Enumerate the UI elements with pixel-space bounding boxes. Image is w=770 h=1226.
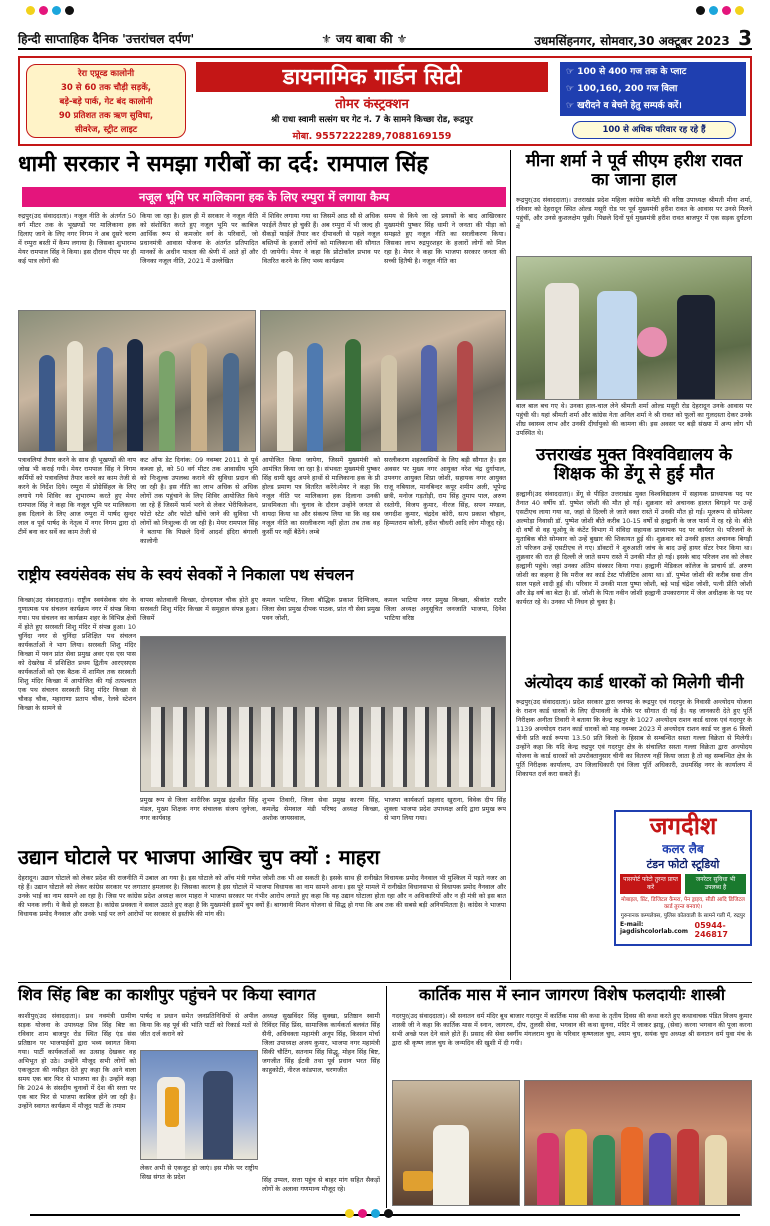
story7-col1: काशीपुर(उद संवाददाता)। प्रथ नवमंत्री ग्रामीण सड़क योजना के उपाध्यक्ष शिव सिंह बिष्ट का रविवार शाम बाजपुर रोड स्थित सिंह एंड संस प्रतिष्ठान पर भाजपाईयों द्वारा भव्य स्वागत किया गया। पार्टी कार्यकर्ताओं का उत्साह देखकर वह अभिभूत हो उठे। उन्होंने मौजूद सभी लोगों को एकजुटता की नसीहत देते हुए कहा कि आने वाला समय एक बार फिर से भाजपा का है। उन्होंने कहा कि 2024 के संसदीय चुनावों में देश की सत्ता पर एक बार फिर से भाजपा काबिज होने जा रही है। उन्होंने स्वागत कार्यक्रम में मौजूद पार्टी के तमाम bbox=[18, 1012, 136, 1110]
ad-jagdish-line1: कलर लैब bbox=[662, 842, 704, 856]
ad-address: श्री राधा स्वामी सत्संग घर गेट नं. 7 के सामने किच्छा रोड, रूद्रपुर bbox=[271, 115, 473, 125]
story4-col3: कमल भाटिया, जिला बौद्धिक प्रकाश दिग्विजय, जिला सेवा प्रमुख दीपक पाठक, प्रांत गौ सेवा प्रमुख पवन जोशी, bbox=[262, 596, 380, 622]
ad-right-line: ☞ 100 से 400 गज तक के प्लाट bbox=[566, 67, 687, 77]
masthead bbox=[18, 28, 752, 50]
ad-right-line: ☞ खरीदने व बेचने हेतु सम्पर्क करें। bbox=[566, 101, 682, 111]
ad-jagdish-box-left: पासपोर्ट फोटो तुरन्त प्राप्त करें bbox=[620, 874, 681, 894]
masthead-right bbox=[534, 26, 752, 50]
ad-jagdish-box-right: जनरेटर सुविधा भी उपलब्ध है bbox=[685, 874, 746, 894]
dot bbox=[39, 6, 48, 15]
story4-col1: किच्छा(उद संवाददाता)। राष्ट्रीय स्वयंसेवक संघ के गुणात्मक पथ संचलन कार्यक्रम नगर में संपन्न किया गया। पथ संचलन का कार्यक्रम शहर के विभिन्न क्षेत्रों में होते हुए सरस्वती शिशु मंदिर में संपन्न हुआ। 10 चुनिंदा नगर से चुनिंदा प्रशिक्षित पथ संचलन कार्यकर्ताओं ने भाग लिया। सरस्वती शिशु मंदिर किच्छा में पवन प्रांत सेवा प्रमुख अवर एस एस पास को देखरेख में प्रशिक्षित प्रथम द्वितीय आरएसएस कार्यकर्ताओं को एक बैठक में शामिल तक सरस्वती शिशु मंदिर किच्छा में आयोजित की गई तत्पश्चात एक पथ संचलन सरस्वती शिशु मंदिर किच्छा से चौकड़ चौक, महाराणा प्रताप चौक, रेलवे स्टेशन किच्छा के सामने से bbox=[18, 596, 136, 712]
color-dots-left bbox=[26, 6, 74, 15]
story4-headline: राष्ट्रीय स्वयंसेवक संघ के स्वयं सेवकों ने निकाला पथ संचलन bbox=[18, 565, 354, 584]
story7-lower3: सिंह उप्पल, सत्ता पहुंच से बाहर मांग सहित सैकड़ों लोगों के अलावा गणमान्य मौजूद रहे। bbox=[262, 1176, 380, 1193]
story4-col4: कमल भाटिया नगर प्रमुख किच्छा, श्रीकांत राठौर जिला अध्यक्ष अनुसूचित जनजाति भाजपा, दिनेश भाटिया वरिष्ठ bbox=[384, 596, 506, 622]
story4-photo bbox=[140, 636, 506, 792]
story6-headline: उद्यान घोटाले पर भाजपा आखिर चुप क्यों : माहरा bbox=[18, 845, 380, 869]
dot bbox=[358, 1209, 367, 1218]
story8-headline: कार्तिक मास में स्नान जागरण विशेष फलदायीः शास्त्री bbox=[418, 985, 726, 1004]
story4-lower1: प्रमुख रूप से जिला शारीरिक प्रमुख इंद्रजीत सिंह मंडल, मुख्य शिक्षक नगर संचालक संजय जुनेजा, नगर कार्यवाह bbox=[140, 796, 258, 822]
ad-right-offers bbox=[560, 62, 746, 116]
story8-photo-left bbox=[392, 1080, 520, 1206]
ad-phone: मोबा. 9557222289,7088169159 bbox=[292, 131, 452, 142]
dot bbox=[26, 6, 35, 15]
story1-lower3: आयोजित किया जायेगा, जिसमें मुख्यमंत्री को आमंत्रित किया जा रहा है। संभवतः मुख्यमंत्री पुष्कर सिंह धामी खुद अपने हाथों से मालिकाना हक के प्री होल्ड प्रमाण पत्र वितरित करेंगे।मेयर ने कहा कि नजूल नीति पर मालिकाना हक दिलाना उनकी प्राथमिकता थी। चुनाव के दौरान उन्होंने जनता से वायदा किया था और संकल्प लिया था कि वह सब नजूल नीति का सरलीकरण नहीं होता तब तक वह कुर्सी पर नहीं बैठेंगे। लम्बे bbox=[262, 456, 380, 536]
masthead-left: हिन्दी साप्ताहिक दैनिक 'उत्तरांचल दर्पण' bbox=[18, 31, 195, 46]
masthead-date: उधमसिंहनगर, सोमवार,30 अक्टूबर 2023 bbox=[534, 34, 730, 48]
ad-jagdish-title: जगदीश bbox=[649, 811, 717, 840]
story1-lower1: पत्रावलियां तैयार करने के साथ ही भूखण्डों की नाप जोख भी कराई गयी। मेयर रामपाल सिंह ने निगम कर्मियों को पत्रावलियां तैयार करने का काम तेजी से करने के निर्देश दिये। रम्पुरा में प्रोग्रेसिंहल के लिए लगाये गये शिविर का शुभारम्भ करते हुए मेयर रामपाल सिंह ने कहा कि नजूल भूमि पर मालिकाना हक दिलाने के लिए आज रम्पुरा में पार्षद सुन्दर लाल व पूर्व पार्षद के नेतृत्व में नगर निगम द्वारा दो टीमें बना कर सर्वे का काम तेजी से bbox=[18, 456, 136, 536]
ad-dynamic-garden-city bbox=[18, 56, 752, 146]
story1-col4: समय से किये जा रहे प्रयासों के बाद आखिरकार मुख्यमंत्री पुष्कर सिंह धामी ने जनता की पीड़ा को समझते हुए नजूल नीति का सरलीकरण किया। जिसका लाभ रुद्रपुरशहर के हजारों लोगों को मिल रहा है। मेयर ने कहा कि भाजपा सरकार जनता की सच्ची हितैषी है। नजूल नीति का bbox=[384, 212, 506, 265]
column-rule bbox=[386, 986, 387, 1208]
story2-body2: बाल बाल बच गए थे। उनका हाल-चाल लेने श्रीमती शर्मा ओल्ड मसूरी रोड देहरादून उनके आवास पर पहुंची थी। यहां श्रीमती शर्मा और कांग्रेस नेता अनिल शर्मा ने श्री रावत को फूलों का गुलदस्ता देकर उनके शीघ्र स्वास्थ्य लाभ और उनकी दीर्घायुको की कामना की। इस अवसर पर बड़ी संख्या में अन्य लोग भी उपस्थित थे। bbox=[516, 402, 752, 437]
ad-left-line: 30 से 60 तक चौड़ी सड़कें, bbox=[61, 83, 151, 93]
story5-body-top: रूद्रपुर(उद संवाददाता)। प्रदेश सरकार द्वारा जनपद के रूद्रपुर एवं गदरपुर के निवासी अन्त्योदय योजना के राशन कार्ड धारकों के लिए दीपावली के मौके पर सौगात दी गई है। यह जानकारी देते हुए पूर्ति निरीक्षक अनीता तिवारी ने बताया कि केन्द्र रुद्रपुर के 1027 अन्त्योदय राशन कार्ड धारक एवं गदरपुर के 1139 अन्त्योदय राशन कार्ड धारकों को माह नवम्बर 2023 में अन्त्योदय राशन कार्ड पर कुल 6 किलो चीनी प्रति कार्ड रूपया 13.50 प्रति किलो के हिसाब से सम्बन्धित सस्ता गल्ला विक्रेता से मिलेगी। उन्होंने कहा कि यदि केन्द्र रुद्रपुर एवं गदरपुर क्षेत्र के संचालित सस्ता गल्ला विक्रेता द्वारा अन्त्योदय योजना के कार्ड धारकों को उपरोक्तानुसार चीनी का वितरण नहीं किया जाता है तो वह सम्बन्धित क्षेत्र के पूर्ति निरीक्षक कार्यालय, उप जिलाधिकारी एवं जिला पूर्ति अधिकारी, उधमसिंह नगर के कार्यालय में शिकायत दर्ज करा सकते हैं। bbox=[516, 698, 752, 778]
dot bbox=[384, 1209, 393, 1218]
story7-photo-left bbox=[140, 1050, 258, 1160]
color-dots-right bbox=[696, 6, 744, 15]
story3-body: हल्द्वानी(उद संवाददाता)। डेंगू से पीड़ित उत्तराखंड मुक्त विश्वविद्यालय में सहायक प्राध्यापक पद पर तैनात 40 वर्षीय डॉ. पुष्पेश जोशी की मौत हो गई। शुक्रवार को अचानक हालत बिगड़ने पर उन्हें एसटीएच लाया गया था, जहां से दिल्ली ले जाते वक्त रास्ते में उनकी मौत हो गई। मूलरूप से सोमेश्वर अल्मोड़ा निवासी डॉ. पुष्पेश जोशी बीते करीब 10-15 वर्षों से हल्द्वानी के जज फार्म में रह रहे थे। बीते दो वर्षों से वह यूओयू के कंटेंट विभाग में संविदा सहायक प्राध्यापक पद पर कार्यरत थे। परिजनों के मुताबिक बीते सोमवार को उन्हें बुखार की शिकायत हुई थी। शुक्रवार को उनकी हालत अचानक बिगड़ी तो परिजन उन्हें एसटीएच ले गए। डॉक्टरों ने शुरुआती जांच के बाद उन्हें हायर सेंटर रेफर किया था। शुक्रवार की रात ही दिल्ली ले जाते समय रास्ते में उनकी मौत हो गई। इसके बाद परिजन शव को लेकर हल्द्वानी पहुंचे। जहां उनका अंतिम संस्कार किया गया। हल्द्वानी मेडिकल कॉलेज के प्राचार्य डॉ. अरुण जोशी का कहना है कि मरीज का कार्ड टेस्ट पॉजीटिव आया था। डॉ. पुष्पेश जोशी की करीब सवा तीन साल पहले शादी हुई थी। परिवार में उनकी माता पुष्पा जोशी, बड़े भाई चंद्रेश जोशी, पत्नी प्रीति जोशी और डेढ़ वर्ष का बेटा है। डॉ. जोशी के पिता नवीन जोशी हल्द्वानी उपकारागार में जेल अधीक्षक के पद पर कार्यरत रहे थे। उनका भी निधन हो चुका है। bbox=[516, 490, 752, 606]
story4-lower2: शुभम तिवारी, जिला सेवा प्रमुख कारण सिंह, कमलेंद्र सेमवाल मंडी परिषद अध्यक्ष किच्छा, अशोक जायसवाल, bbox=[262, 796, 380, 822]
story2-photo bbox=[516, 256, 752, 400]
ad-right-text: खरीदने व बेचने हेतु सम्पर्क करें। bbox=[577, 101, 682, 111]
page-number: 3 bbox=[738, 26, 752, 50]
story8-photo-right bbox=[524, 1080, 752, 1206]
story1-col2: किया जा रहा है। हाल ही में सरकार ने नजूल नीति को संशोधित करते हुए नजूल भूमि पर काबिज आर्थिक रूप से कमजोर वर्ग के परिवारों, जो प्रधानमंत्री आवास योजना के अंतर्गत प्रतिपादित मानकों के अधीन पात्रता की श्रेणी में आते हों और जिनका नजूल नीति, 2021 में उल्लेखित bbox=[140, 212, 258, 265]
story1-col3: में शिविर लगाया गया था जिसमें आठ सौ से अधिक फाईलें तैयार हो चुकी हैं। अब रम्पुरा में भी जल्द ही सैकड़ों फाईलें तैयार कर दीपावली से पहले नजूल बस्तियों के हजारों लोगों को मालिकाना की सौगात दी जायेगी। मेयर ने कहा कि प्रोटोकॉल प्रभाव पर वितरित करने के लिए भव्य कार्यक्रम bbox=[262, 212, 380, 265]
dot bbox=[65, 6, 74, 15]
story5-headline: अंत्योदय कार्ड धारकों को मिलेगी चीनी bbox=[524, 673, 744, 692]
ad-jagdish-services: मोबाइल, प्रिंट, डिजिटल कैमरा, पेन ड्राइव, सीडी आदि डिजिटल कार्ड तुरन्त बनवाएं। bbox=[621, 897, 745, 910]
ad-left-line: 90 प्रतिशत तक ऋण सुविधा, bbox=[58, 111, 154, 121]
ad-jagdish-line2: टंडन फोटो स्टूडियो bbox=[646, 858, 720, 871]
ad-left-line: सीवरेज, स्ट्रीट लाइट bbox=[74, 125, 138, 135]
ad-right-text: 100 से 400 गज तक के प्लाट bbox=[577, 67, 687, 77]
story8-body: गदरपुर(उद संवाददाता)। श्री सनातन धर्म मंदिर बूथ बाजार गदरपुर में कार्तिक मास की कथा के तृतीय दिवस की कथा करते हुए कथावाचक पंडित विजय कुमार शास्त्री जी ने कहा कि कार्तिक मास में स्नान, जागरण, दीप, तुलसी सेवा, भगवान की कथा सुनना, मंदिर में जाकर झाडू, (सेवा) करना भगवान की पूजा करना सभी अच्छे फल देने वाले होते हैं। प्रसाद की सेवा स्वर्गीय मंगलराम चुघ के परिवार कृष्णलाल चुघ, श्याम चुघ, सयंक चुघ अध्यक्ष श्री सनातन धर्म युवा मंच के द्वारा श्री कृष्ण लाल चुघ के जन्मदिन की खुशी में दी गयी। bbox=[392, 1012, 752, 1047]
dot bbox=[709, 6, 718, 15]
story7-lower2: लेकर अभी से एकजुट हो जाएं। इस मौके पर राष्ट्रीय सिख संगत के प्रदेश bbox=[140, 1164, 258, 1181]
ad-right-badge: 100 से अधिक परिवार रह रहे हैं bbox=[572, 121, 736, 139]
dot bbox=[735, 6, 744, 15]
ad-left-line: बड़े-बड़े पार्क, गेट बंद कालोनी bbox=[59, 97, 153, 107]
ad-jagdish-studio bbox=[614, 810, 752, 946]
ad-title: डायनामिक गार्डन सिटी bbox=[196, 62, 548, 92]
story1-photo-right bbox=[260, 310, 506, 452]
story2-headline: मीना शर्मा ने पूर्व सीएम हरीश रावत का जाना हाल bbox=[525, 151, 743, 190]
section-rule bbox=[18, 982, 752, 983]
ad-jagdish-email: E-mail: jagdishcolorlab.com bbox=[620, 921, 689, 935]
story1-lower2: कट ऑफ डेट दिनांक: 09 नवम्बर 2011 से पूर्व कब्जा हो, को 50 वर्ग मीटर तक आवासीय भूमि को निःशुल्क उपलब्ध कराने की सुविधा प्रदान की जा रही है। इस नीति का लाभ अधिक से अधिक लोगों तक पहुंचाने के लिए शिविर आयोजित किये जा रहे हैं जिसमें फार्म भरने से लेकर भेरीफिकेशन, फोटो स्टेट और फोटो खींचे जाने की सुविधा भी लोगों को निःशुल्क दी जा रही है। मेयर रामपाल सिंह ने बताया कि पिछले दिनों आदर्श इंदिरा बंगाली कालोनी bbox=[140, 456, 258, 545]
story1-headline: धामी सरकार ने समझा गरीबों का दर्द: रामपाल सिंह bbox=[18, 151, 429, 177]
dot bbox=[345, 1209, 354, 1218]
story4-col2: वापस कोतवाली किच्छा, दोनदयाल चौक होते हुए सरस्वती शिशु मंदिर किच्छा में समूहाल संपन्न हुआ। जिसमें bbox=[140, 596, 258, 622]
story1-lower4: सरलीकरण शहरवासियों के लिए बड़ी सौगात है। इस अवसर पर मुख्य नगर आयुक्त नरेश चंद्र दुर्गापाल, उपनगर आयुक्त शिप्रा जोशी, सहायक नगर आयुक्त राजू नबियाल, मानबिन्दर कपूर शमीम अली, भूपेन्द्र छत्री, मनोज गड़तोड़ी, राम सिंह तुमाप पाल, अरुण रस्तोगी, विजय कुमार, नीरज सिंह, सपन मण्डल, जगदीश कुमार, चंद्रदेव कोरी, सत्य प्रकाश चौहान, हिम्मतराम कोली, हरीश चौधरी आदि लोग मौजूद रहे। bbox=[384, 456, 506, 527]
story7-col2: पार्षद व प्रधान समेत जनप्रतिनिधियों से अपील किया कि वह पूर्व की भांति पार्टी को रिकार्ड मतों से जीत दर्ज कराने को bbox=[140, 1012, 258, 1038]
masthead-center-text: जय बाबा की bbox=[336, 31, 393, 46]
ad-left-line: रेरा एप्रूव्ड कालोनी bbox=[77, 69, 135, 79]
masthead-center: ⚜ जय बाबा की ⚜ bbox=[321, 31, 408, 46]
ad-left-features bbox=[26, 64, 186, 138]
story1-photo-left bbox=[18, 310, 256, 452]
story7-col3: अध्यक्ष सुखविंदर सिंह सुक्खा, प्रतिष्ठान स्वामी रिविंदर सिंह प्रिंस, सामाजिक कार्यकर्ता बलवंत सिंह सैनी, अधिवक्ता महामंत्री अनूप सिंह, किसान मोर्चा जिला उपाध्यक्ष अजय कुमार, भाजपा नगर महामंत्री सिकी चौटिंग, सतनाम सिंह सिद्धू, मोहन सिंह बिष्ट, जगजीत सिंह ईटवी तथा पूर्व प्रधान भरत सिंह काहुकोटी, नीरज कांडपाल, चरणजीत bbox=[262, 1012, 380, 1074]
dot bbox=[696, 6, 705, 15]
story7-headline: शिव सिंह बिष्ट का काशीपुर पहुंचने पर किया स्वागत bbox=[18, 985, 316, 1004]
story1-col1: रुद्रपुर(उद संवाददाता)। नजूल नीति के अंतर्गत 50 वर्ग मीटर तक के भूखण्डों पर मालिकाना हक दिलाए जाने के लिए नगर निगम ने अब दूसरे चरण में रम्पुरा बस्ती में कैम्प लगाया है। जिसका शुभारम्भ मेयर रामपाल सिंह ने किया। इस दौरान पीएम पर ही कई पात्र लोगों की bbox=[18, 212, 136, 265]
footer-dots bbox=[345, 1209, 393, 1218]
ad-right-text: 100,160, 200 गज विला bbox=[577, 84, 678, 94]
dot bbox=[722, 6, 731, 15]
dot bbox=[371, 1209, 380, 1218]
story4-lower3: भाजपा कार्यकर्ता प्रहलाद खुराना, विवेक दीप सिंह शुक्ला भाजपा प्रदेश उपाध्यक्ष आदि द्वारा प्रमुख रूप से भाग लिया गया। bbox=[384, 796, 506, 822]
ad-jagdish-address: गुरुनानक कम्पलेक्स, पुलिस कोतवाली के सामने गली में, रुद्रपुर bbox=[620, 913, 746, 919]
dot bbox=[52, 6, 61, 15]
ad-right-line: ☞ 100,160, 200 गज विला bbox=[566, 84, 678, 94]
story3-headline: उत्तराखंड मुक्त विश्वविद्यालय के शिक्षक की डेंगू से हुई मौत bbox=[535, 445, 733, 484]
column-rule bbox=[510, 150, 511, 980]
ad-jagdish-phone: 05944-246817 bbox=[694, 921, 728, 939]
story2-body: रूद्रपुर(उद संवाददाता)। उत्तराखंड प्रदेश महिला कांग्रेस कमेटी की वरिष्ठ उपाध्यक्ष श्रीमती मीना शर्मा, रविवार को देहरादून स्थित ओल्ड मसूरी रोड पर पूर्व मुख्यमंत्री हरीश रावत के आवास पर उनसे मिलने पहुंचीं, और उनसे कुशलक्षेम पूछी। पिछले दिनों पूर्व मुख्यमंत्री हरीश रावत बाजपुर में एक सड़क दुर्घटना में bbox=[516, 196, 752, 231]
story6-body: देहरादून। उद्यान घोटाले को लेकर प्रदेश की राजनीति में उबाल आ गया है। इस घोटाले को आँच मंत्री गणेश जोशी तक भी आ सकती है। इसके साथ ही रानीखेत विधायक प्रमोद नैनवाल भी मुश्किल में पड़ते नजर आ रहे हैं। उद्यान घोटाले को लेकर कांग्रेस सरकार पर लगातार हमलावर है। जिसका कारण है इस घोटाले में भाजपा विधायक का नाम सामने आना। इस पूरे मामले में रानीखेत विधानसभा से विधायक प्रमोद नैनवाल और उनके भाई का नाम सामने आ रहा है। जिस पर कांग्रेस प्रदेश अध्यक्ष करन माहरा ने भाजपा सरकार पर गंभीर आरोप लगाते हुए कहा कि यह उद्यान घोटाला होता रहा और न अधिकारियों और न ही मंत्री को इस बात की भनक लगी। ये कैसे हो सकता है। कांग्रेस प्रवक्ता ने सवाल उठाते हुए कहा है कि मुख्यमंत्री इसमें चुप क्यों हैं। बागवानी मिशन योजना से सिद्ध हो गया कि अब तक की सबसे बड़ी अनियमितता है। कांग्रेस ने भाजपा विधायक प्रमोद नैनवाल और उनके भाई पर लगे आरोपों पर सरकार से इस्तीफे की मांग की। bbox=[18, 874, 506, 918]
ad-subtitle: तोमर कंस्ट्रक्शन bbox=[335, 97, 409, 112]
story1-subhead: नजूल भूमि पर मालिकाना हक के लिए रम्पुरा में लगाया कैम्प bbox=[22, 187, 506, 207]
